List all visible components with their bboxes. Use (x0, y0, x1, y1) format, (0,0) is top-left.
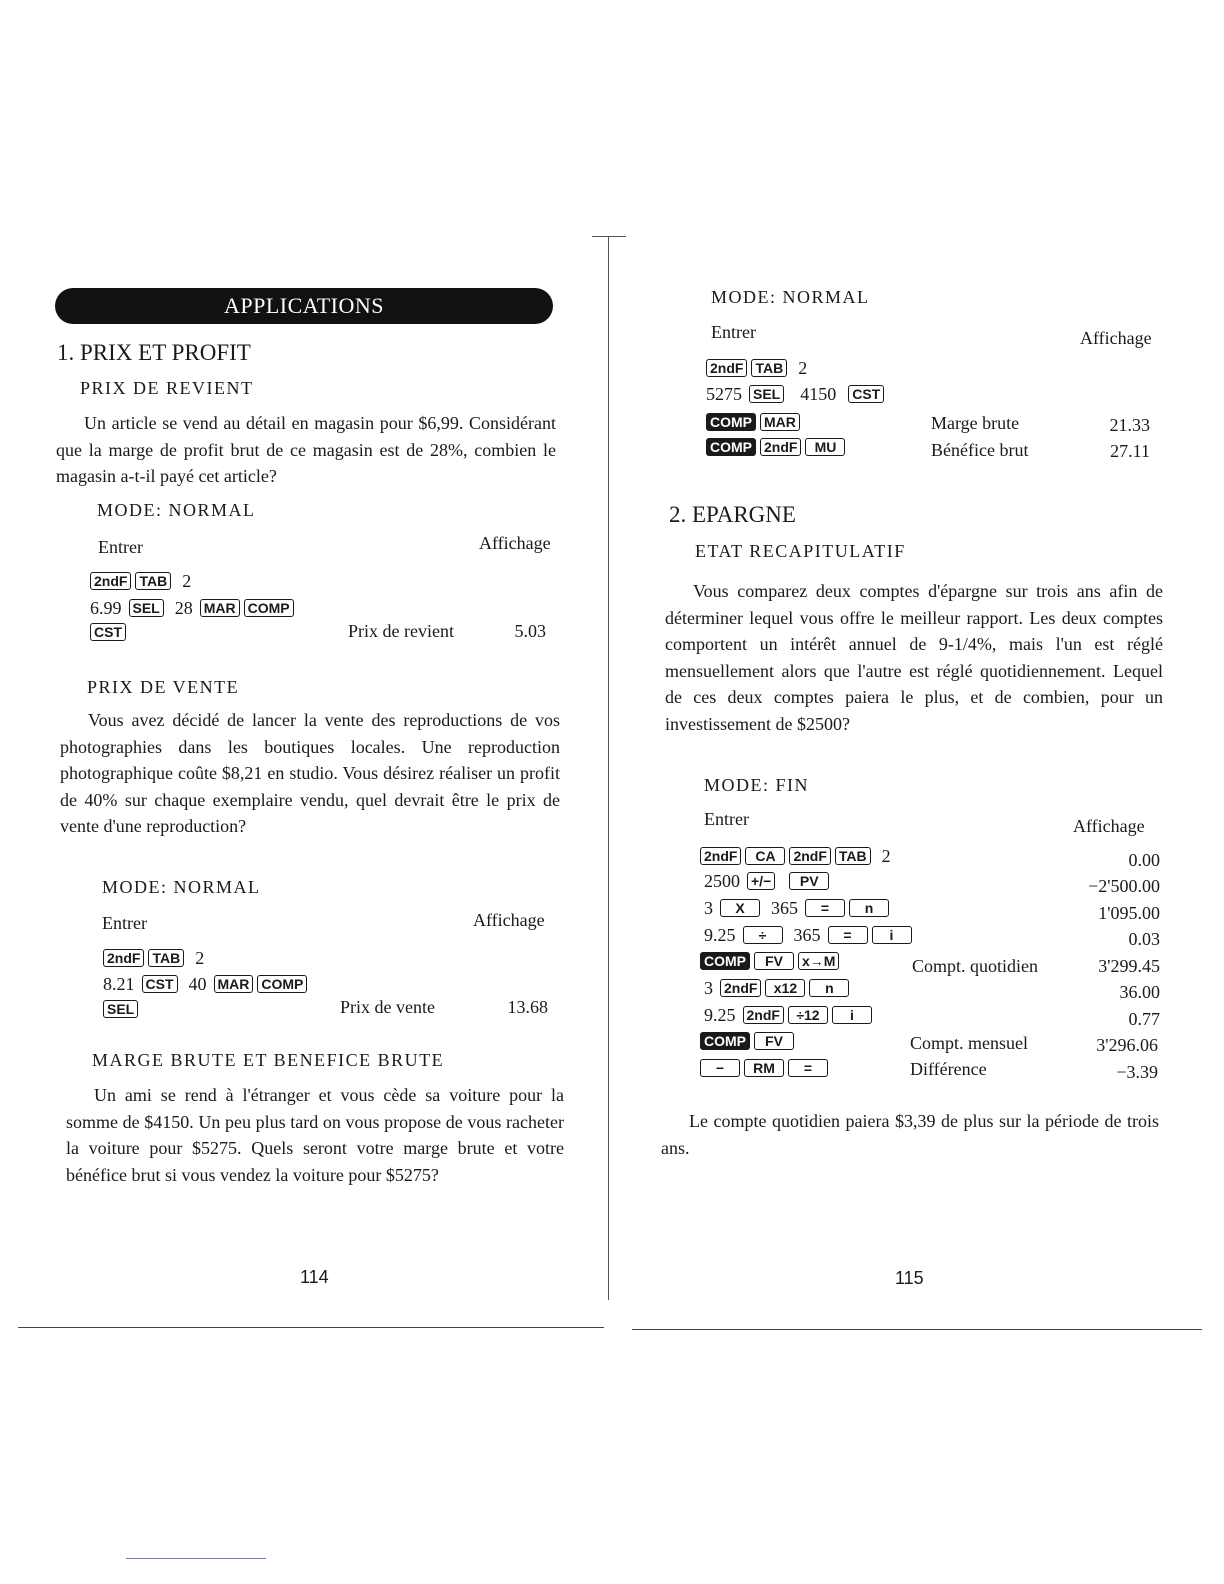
page-number-left: 114 (300, 1267, 329, 1287)
key-comp: COMP (700, 1032, 750, 1050)
key-2ndf: 2ndF (706, 359, 747, 377)
keystroke-row (704, 975, 853, 1001)
keystroke-row (704, 868, 833, 894)
keystroke-row (103, 996, 142, 1022)
key-fv: FV (754, 952, 794, 970)
key-comp: COMP (706, 438, 756, 456)
key-i: i (832, 1006, 872, 1024)
display-value: 3'296.06 (1096, 1035, 1158, 1055)
key-equals: = (788, 1059, 828, 1077)
heading-prix-revient: PRIX DE REVIENT (80, 378, 254, 398)
key-mar: MAR (200, 599, 240, 617)
key-cst: CST (848, 385, 884, 403)
banner-title: APPLICATIONS (223, 293, 385, 318)
key-rm: RM (744, 1059, 784, 1077)
heading-marge-brute: MARGE BRUTE ET BENEFICE BRUTE (92, 1050, 445, 1070)
key-sel: SEL (103, 1000, 138, 1018)
entry-number: 2 (798, 357, 808, 378)
keystroke-row (704, 895, 893, 921)
key-comp: COMP (700, 952, 750, 970)
paragraph-text: Un article se vend au détail en magasin pour $6,99. Considérant que la marge de profit brut de ce magasin est de 28%, combien le magasin a-t-il payé cet article? (56, 413, 556, 486)
entrer-label: Entrer (704, 809, 749, 829)
keystroke-row (704, 922, 916, 948)
paragraph-prix-vente (60, 707, 560, 840)
paragraph-text: Vous avez décidé de lancer la vente des reproductions de vos photographies dans les boutiques locales. Une reproduction photographique coûte $8,21 en studio. Vous désirez réaliser un profit de 40% sur chaque exemplaire vendu, quel devrait être le prix de vente d'une reproduction? (60, 710, 560, 836)
key-tab: TAB (835, 847, 871, 865)
paragraph-etat (665, 578, 1163, 737)
key-divide: ÷ (743, 926, 783, 944)
affichage-label: Affichage (1080, 328, 1152, 348)
keystroke-row (706, 434, 849, 460)
entrer-label: Entrer (98, 537, 143, 557)
entry-number: 4150 (800, 383, 837, 404)
entry-number: 9.25 (704, 1004, 736, 1025)
display-label: Compt. quotidien (912, 956, 1038, 976)
key-i: i (872, 926, 912, 944)
paragraph-prix-revient (56, 410, 556, 490)
entry-number: 365 (793, 924, 821, 945)
display-value: 0.03 (1128, 929, 1160, 949)
key-sel: SEL (129, 599, 164, 617)
page-gutter-line (608, 236, 609, 1300)
mode-label: MODE: NORMAL (711, 287, 870, 307)
key-comp: COMP (244, 599, 294, 617)
page-number-right: 115 (895, 1268, 924, 1288)
paragraph-text: Le compte quotidien paiera $3,39 de plus sur la période de trois ans. (661, 1111, 1159, 1158)
key-mu: MU (805, 438, 845, 456)
key-tab: TAB (751, 359, 787, 377)
keystroke-row (706, 409, 804, 435)
key-cst: CST (142, 975, 178, 993)
entrer-label: Entrer (711, 322, 756, 342)
bottom-rule-right (632, 1329, 1202, 1330)
keystroke-row (706, 381, 888, 407)
key-n: n (809, 979, 849, 997)
keystroke-row (90, 595, 298, 621)
key-comp: COMP (706, 413, 756, 431)
affichage-label: Affichage (1073, 816, 1145, 836)
bottom-rule-left (18, 1327, 604, 1328)
display-value: 13.68 (507, 997, 548, 1017)
entry-number: 2 (881, 845, 891, 866)
key-minus: − (700, 1059, 740, 1077)
display-value: 36.00 (1119, 982, 1160, 1002)
key-fv: FV (754, 1032, 794, 1050)
paragraph-text: Un ami se rend à l'étranger et vous cède sa voiture pour la somme de $4150. Un peu plus tard on vous propose de vous racheter la voiture pour $5275. Quels seront votre marge brute et votre bénéfice brut si vous vendez la voiture pour $5275? (66, 1085, 564, 1185)
entry-number: 6.99 (90, 597, 122, 618)
section-title-epargne: 2. EPARGNE (669, 502, 796, 527)
key-sel: SEL (749, 385, 784, 403)
paragraph-conclusion (661, 1108, 1159, 1161)
key-cst: CST (90, 623, 126, 641)
bottom-blue-line (126, 1558, 266, 1559)
key-2ndf: 2ndF (103, 949, 144, 967)
display-value: −3.39 (1116, 1062, 1158, 1082)
key-mar: MAR (760, 413, 800, 431)
entry-number: 3 (704, 977, 713, 998)
display-label: Prix de revient (348, 621, 454, 641)
key-mar: MAR (214, 975, 254, 993)
display-value: 0.77 (1128, 1009, 1160, 1029)
entry-number: 5275 (706, 383, 742, 404)
entry-number: 2500 (704, 870, 740, 891)
heading-prix-vente: PRIX DE VENTE (87, 677, 240, 697)
key-equals: = (828, 926, 868, 944)
key-ca: CA (745, 847, 785, 865)
display-value: 3'299.45 (1098, 956, 1160, 976)
display-label: Compt. mensuel (910, 1033, 1028, 1053)
keystroke-row (700, 1055, 832, 1081)
display-label: Différence (910, 1059, 987, 1079)
applications-banner (55, 288, 553, 324)
keystroke-row (706, 355, 814, 381)
entry-number: 9.25 (704, 924, 736, 945)
mode-label: MODE: NORMAL (102, 877, 261, 897)
key-sign: +/− (747, 872, 775, 890)
entry-number: 28 (174, 597, 193, 618)
display-label: Bénéfice brut (931, 440, 1029, 460)
keystroke-row (700, 1028, 798, 1054)
keystroke-row (90, 568, 198, 594)
key-2ndf: 2ndF (743, 1006, 784, 1024)
key-equals: = (805, 899, 845, 917)
key-times12: x12 (765, 979, 805, 997)
key-2ndf: 2ndF (700, 847, 741, 865)
display-label: Prix de vente (340, 997, 435, 1017)
key-n: n (849, 899, 889, 917)
keystroke-row (700, 948, 843, 974)
heading-etat-recapitulatif: ETAT RECAPITULATIF (695, 541, 906, 561)
keystroke-row (704, 1002, 876, 1028)
paragraph-marge (66, 1082, 564, 1188)
affichage-label: Affichage (479, 533, 551, 553)
keystroke-row (103, 971, 311, 997)
key-2ndf: 2ndF (760, 438, 801, 456)
mode-label: MODE: NORMAL (97, 500, 256, 520)
key-comp: COMP (257, 975, 307, 993)
key-tab: TAB (135, 572, 171, 590)
key-tab: TAB (148, 949, 184, 967)
display-value: −2'500.00 (1088, 876, 1160, 896)
entry-number: 3 (704, 897, 713, 918)
display-label: Marge brute (931, 413, 1020, 433)
affichage-label: Affichage (473, 910, 545, 930)
key-2ndf: 2ndF (789, 847, 830, 865)
display-value: 5.03 (514, 621, 546, 641)
entry-number: 8.21 (103, 973, 135, 994)
entry-number: 2 (182, 570, 192, 591)
key-divide12: ÷12 (788, 1006, 828, 1024)
display-value: 21.33 (1109, 415, 1150, 435)
keystroke-row (700, 843, 898, 869)
entry-number: 40 (188, 973, 207, 994)
entry-number: 365 (771, 897, 798, 918)
gutter-top-mark (592, 236, 626, 237)
entrer-label: Entrer (102, 913, 147, 933)
mode-label: MODE: FIN (704, 775, 810, 795)
keystroke-row (103, 945, 211, 971)
key-x-to-m: x→M (798, 952, 839, 970)
key-2ndf: 2ndF (720, 979, 761, 997)
display-value: 1'095.00 (1098, 903, 1160, 923)
keystroke-row (90, 619, 130, 645)
key-2ndf: 2ndF (90, 572, 131, 590)
display-value: 0.00 (1128, 850, 1160, 870)
section-title-prix-profit: 1. PRIX ET PROFIT (57, 340, 251, 365)
key-pv: PV (789, 872, 829, 890)
key-multiply: X (720, 899, 760, 917)
paragraph-text: Vous comparez deux comptes d'épargne sur trois ans afin de déterminer lequel vous offre le meilleur rapport. Les deux comptes comportent un intérêt annuel de 9-1/4%, mais l'un est réglé mensuellement alors que l'autre est réglé quotidiennement. Lequel de ces deux comptes paiera le plus, et de combien, pour un investissement de $2500? (665, 581, 1163, 734)
display-value: 27.11 (1110, 441, 1150, 461)
entry-number: 2 (195, 947, 205, 968)
